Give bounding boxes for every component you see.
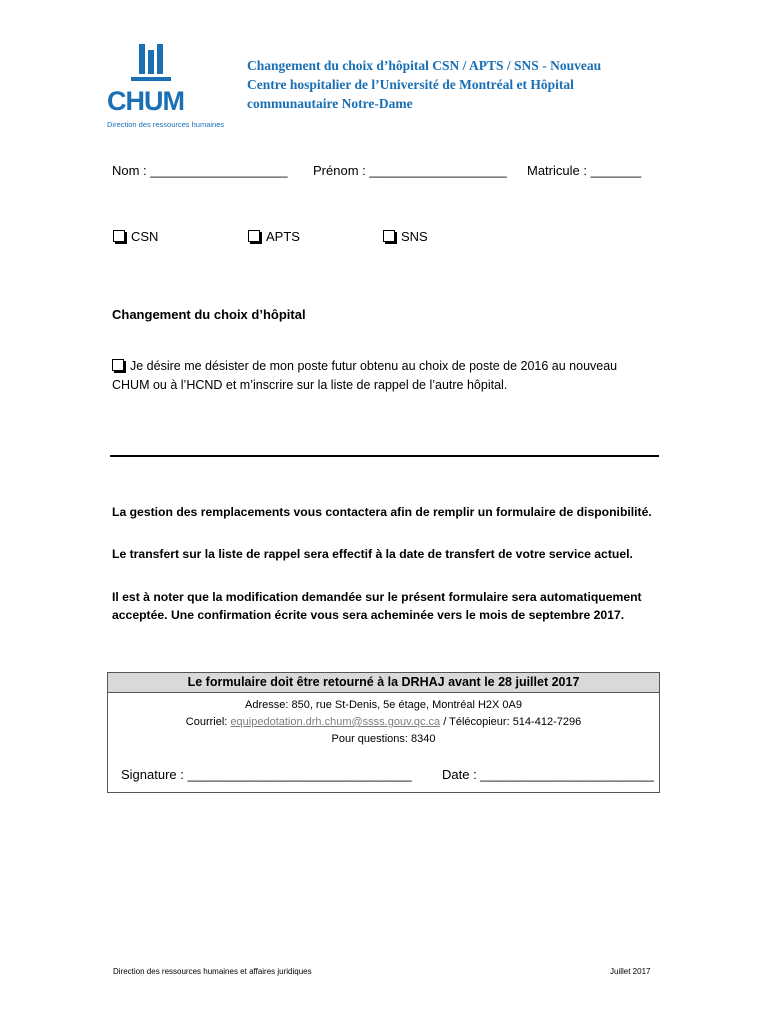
note-3-line-2: acceptée. Une confirmation écrite vous sera acheminée vers le mois de septembre 2017. (112, 608, 625, 622)
hospital-choice-option[interactable] (112, 357, 672, 395)
logo-name: CHUM (107, 86, 184, 116)
title-line-1: Changement du choix d’hôpital CSN / APTS / SNS - Nouveau (247, 58, 602, 73)
checkbox-icon[interactable] (113, 230, 125, 242)
title-line-2: Centre hospitalier de l’Université de Montréal et Hôpital (247, 77, 574, 92)
signature-field[interactable]: Signature : _______________________________ (121, 767, 412, 782)
divider (110, 455, 659, 457)
logo-subtitle: Direction des ressources humaines (107, 120, 225, 129)
checkbox-icon[interactable] (383, 230, 395, 242)
csn-option[interactable] (113, 229, 158, 244)
matricule-field[interactable]: Matricule : _______ (527, 163, 642, 178)
return-heading: Le formulaire doit être retourné à la DRHAJ avant le 28 juillet 2017 (108, 673, 659, 693)
option-line-2: CHUM ou à l’HCND et m’inscrire sur la liste de rappel de l’autre hôpital. (112, 378, 508, 392)
email-label: Courriel: (185, 716, 228, 728)
chum-logo-icon (131, 44, 171, 88)
note-1: La gestion des remplacements vous contactera afin de remplir un formulaire de disponibilité. (112, 505, 652, 519)
note-3-line-1: Il est à noter que la modification demandée sur le présent formulaire sera automatiquement (112, 590, 642, 604)
sns-option[interactable] (383, 229, 428, 244)
footer-right: Juillet 2017 (610, 967, 651, 976)
note-2: Le transfert sur la liste de rappel sera effectif à la date de transfert de votre service actuel. (112, 547, 633, 561)
checkbox-icon[interactable] (112, 359, 124, 371)
page-title (247, 56, 667, 113)
nom-field[interactable]: Nom : ___________________ (112, 163, 288, 178)
return-info-box (107, 672, 660, 793)
prenom-field[interactable]: Prénom : ___________________ (313, 163, 507, 178)
checkbox-icon[interactable] (248, 230, 260, 242)
option-line-1: Je désire me désister de mon poste futur obtenu au choix de poste de 2016 au nouveau (130, 359, 618, 373)
sns-label: SNS (401, 229, 428, 244)
csn-label: CSN (131, 229, 159, 244)
address: Adresse: 850, rue St-Denis, 5e étage, Montréal H2X 0A9 (245, 699, 522, 711)
apts-option[interactable] (248, 229, 300, 244)
questions: Pour questions: 8340 (331, 733, 436, 745)
email-link[interactable]: equipedotation.drh.chum@ssss.gouv.qc.ca (230, 716, 441, 728)
return-details (108, 693, 659, 748)
note-3 (112, 588, 672, 624)
date-field[interactable]: Date : ________________________ (442, 767, 654, 782)
footer-left: Direction des ressources humaines et affaires juridiques (113, 967, 312, 976)
section-title: Changement du choix d’hôpital (112, 307, 306, 322)
apts-label: APTS (266, 229, 300, 244)
title-line-3: communautaire Notre-Dame (247, 96, 413, 111)
contact-line (108, 714, 659, 731)
fax: / Télécopieur: 514-412-7296 (443, 716, 582, 728)
